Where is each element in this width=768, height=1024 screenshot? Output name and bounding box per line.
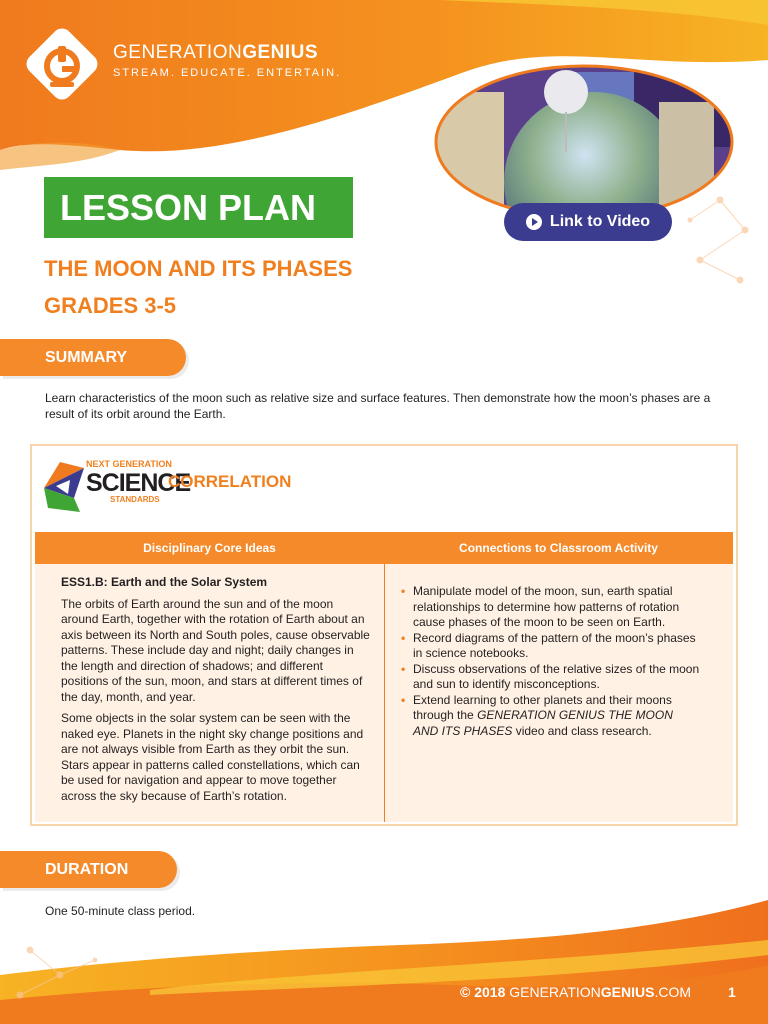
connection-item-video-title: GENERATION GENIUS THE MOON AND ITS PHASES <box>413 708 673 738</box>
brand-name <box>113 43 341 63</box>
connection-item: • Record diagrams of the pattern of the moon’s phases in science notebooks. <box>400 631 700 662</box>
duration-text: One 50-minute class period. <box>45 904 196 918</box>
lesson-title: THE MOON AND ITS PHASES <box>44 256 353 281</box>
brand-name-bold: GENIUS <box>242 42 319 63</box>
ngss-science: SCIENCE <box>86 469 191 497</box>
core-idea-paragraph: Some objects in the solar system can be seen with the naked eye. Planets in the night sky change positions and are not always visible from Earth as they orbit the sun. Stars appear in patterns called constellations, which can be used for navigation and appear to move together across the sky because of Earth’s rotation. <box>61 711 364 803</box>
link-to-video-label: Link to Video <box>549 213 651 230</box>
footer-copy-bold: GENIUS <box>600 984 655 1000</box>
brand-name-light: GENERATION <box>113 42 243 63</box>
summary-heading: SUMMARY <box>0 339 186 376</box>
footer-copy-light: GENERATION <box>509 984 601 1000</box>
core-idea-heading: ESS1.B: Earth and the Solar System <box>61 575 268 589</box>
connection-item: • Discuss observations of the relative sizes of the moon and sun to identify misconceptions. <box>400 662 700 693</box>
connection-item <box>400 693 700 740</box>
col-header-core-ideas: Disciplinary Core Ideas <box>143 541 276 555</box>
connection-item: • Manipulate model of the moon, sun, earth spatial relationships to determine how patterns of rotation cause phases of the moon to be seen on Earth. <box>400 584 700 631</box>
core-ideas-column <box>61 575 371 810</box>
page-number: 1 <box>728 984 736 1000</box>
correlation-title: CORRELATION <box>168 472 292 491</box>
footer-copy-suffix: .COM <box>654 984 692 1000</box>
generation-genius-logo-icon <box>20 22 104 106</box>
summary-text: Learn characteristics of the moon such as relative size and surface features. Then demonstrate how the moon’s phases are a result of its orbit around the Earth. <box>45 391 711 421</box>
brand <box>113 43 341 79</box>
col-header-connections: Connections to Classroom Activity <box>459 541 658 555</box>
link-to-video-button[interactable] <box>504 203 672 241</box>
brand-tagline: STREAM. EDUCATE. ENTERTAIN. <box>113 67 342 79</box>
footer-copy-prefix: © 2018 <box>460 984 510 1000</box>
correlation-table-header <box>35 532 733 564</box>
connection-item-suffix: video and class research. <box>512 723 652 738</box>
ngss-next-generation: NEXT GENERATION <box>86 459 172 469</box>
connection-item-prefix: Extend learning to other planets and their moons through the <box>413 692 672 722</box>
lesson-plan-badge: LESSON PLAN <box>44 177 353 238</box>
core-idea-paragraph: The orbits of Earth around the sun and of the moon around Earth, together with the rotation of Earth about an axis between its North and South poles, cause observable patterns. These include day and night; daily changes in the length and direction of shadows; and different positions of the sun, moon, and stars at different times of the day, month, and year. <box>61 596 370 704</box>
ngss-standards: STANDARDS <box>110 495 160 504</box>
play-icon <box>526 214 542 230</box>
lesson-grades: GRADES 3-5 <box>44 293 177 318</box>
video-thumbnail[interactable] <box>434 62 734 217</box>
duration-heading: DURATION <box>0 851 177 888</box>
footer-copyright <box>460 984 691 1000</box>
connections-list <box>400 584 700 739</box>
column-divider <box>384 564 385 822</box>
